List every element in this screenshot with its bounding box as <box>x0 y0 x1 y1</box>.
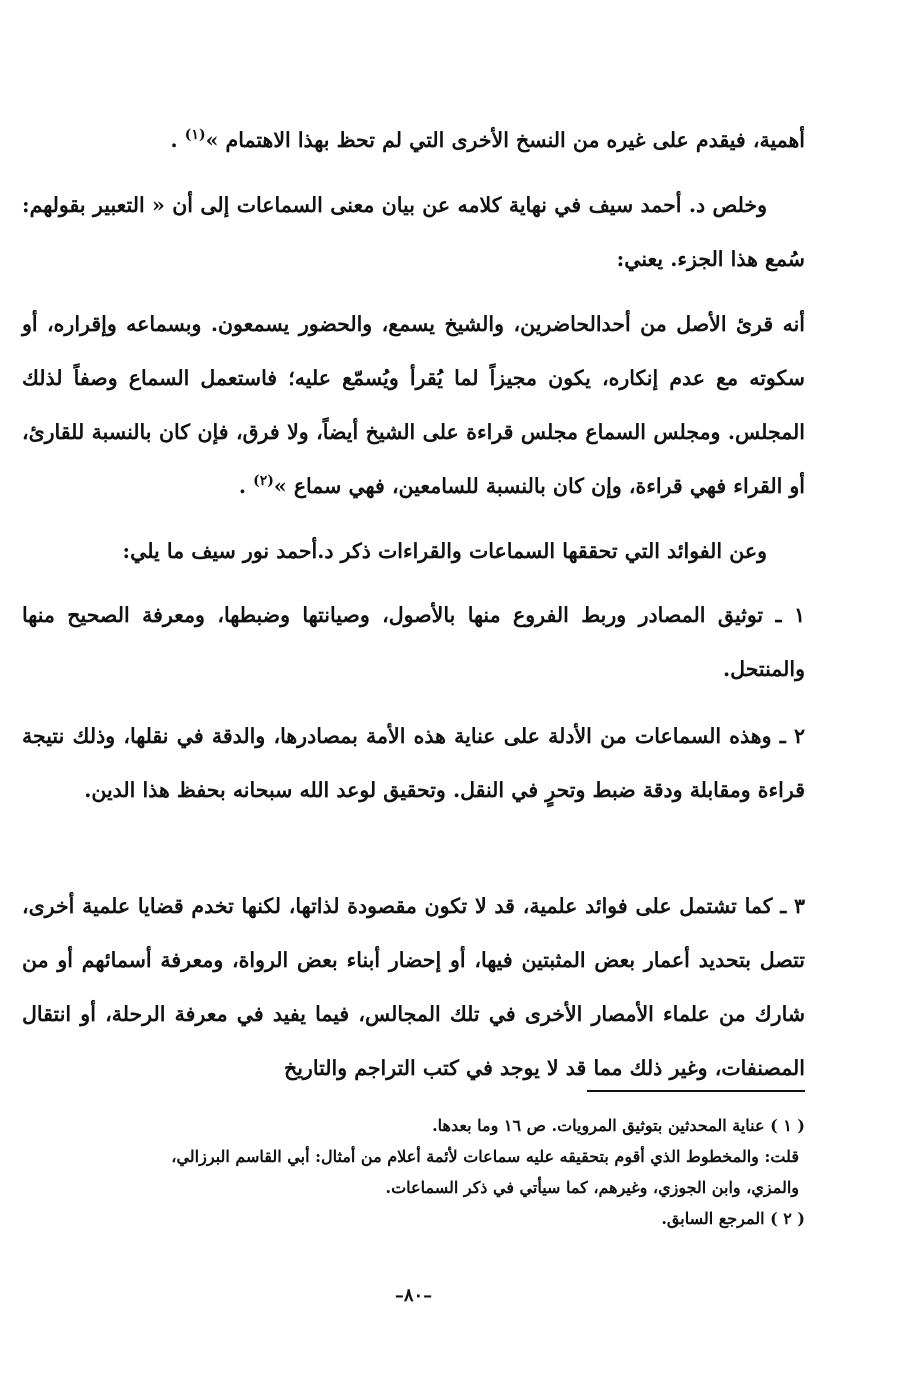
paragraph-text: أنه قرئ الأصل من أحدالحاضرين، والشيخ يسمع، والحضور يسمعون. وبسماعه وإقراره، أو سكوته مع عدم إنكاره، يكون مجيزاً لما يُقرأ ويُسمّع عليه؛ فاستعمل السماع وصفاً لذلك المجلس. ومجلس السماع مجلس قراءة على الشيخ أيضاً، ولا فرق، فإن كان بالنسبة للقارئ، أو القراء فهي قراءة، وإن كان بالنسبة للسامعين، فهي سماع » <box>22 311 805 498</box>
page-content <box>22 0 805 1383</box>
footnote-reference-1: (١) <box>184 126 206 143</box>
paragraph-benefits-intro: وعن الفوائد التي تحققها السماعات والقراءات ذكر د.أحمد نور سيف ما يلي: <box>122 538 767 563</box>
paragraph-text: أهمية، فيقدم على غيره من النسخ الأخرى التي لم تحظ بهذا الاهتمام » <box>205 127 805 152</box>
footnote-reference-2: (٢) <box>253 472 274 489</box>
paragraph-end-mark: . <box>238 473 254 498</box>
list-item-benefit-1: ١ ـ توثيق المصادر وربط الفروع منها بالأصول، وصيانتها وضبطها، ومعرفة الصحيح منها والمنتحل. <box>22 602 805 681</box>
paragraph-continuation <box>22 113 805 167</box>
footnote-1: ( ١ ) عناية المحدثين بتوثيق المرويات. ص ١٦ وما بعدها. <box>432 1116 805 1135</box>
footnote-divider <box>587 1090 805 1092</box>
list-item-benefit-3: ٣ ـ كما تشتمل على فوائد علمية، قد لا تكون مقصودة لذاتها، لكنها تخدم قضايا علمية أخرى، تتصل بتحديد أعمار بعض المثبتين فيها، أو إحضار أبناء بعض الرواة، ومعرفة أسمائهم أو من شارك من علماء الأمصار الأخرى في تلك المجالس، فيما يفيد في معرفة الرحلة، أو انتقال المصنفات، وغير ذلك مما قد لا يوجد في كتب التراجم والتاريخ <box>22 893 805 1080</box>
paragraph-quoted-definition <box>22 297 805 513</box>
footnotes <box>22 1110 805 1234</box>
paragraph-conclusion-intro: وخلص د. أحمد سيف في نهاية كلامه عن بيان معنى السماعات إلى أن « التعبير بقولهم: سُمع هذا الجزء. يعني: <box>22 192 805 271</box>
footnote-1-note-line-1: قلت: والمخطوط الذي أقوم بتحقيقه عليه سماعات لأئمة أعلام من أمثال: أبي القاسم البرزالي، <box>171 1147 799 1166</box>
page-number: –٨٠– <box>394 1285 433 1306</box>
list-item-benefit-2: ٢ ـ وهذه السماعات من الأدلة على عناية هذه الأمة بمصادرها، والدقة في نقلها، وذلك نتيجة قراءة ومقابلة ودقة ضبط وتحرٍ في النقل. وتحقيق لوعد الله سبحانه بحفظ هذا الدين. <box>22 723 805 802</box>
footnote-2: ( ٢ ) المرجع السابق. <box>661 1209 805 1228</box>
paragraph-end-mark: . <box>170 127 185 152</box>
footnote-1-note-line-2: والمزي، وابن الجوزي، وغيرهم، كما سيأتي في ذكر السماعات. <box>385 1178 799 1197</box>
